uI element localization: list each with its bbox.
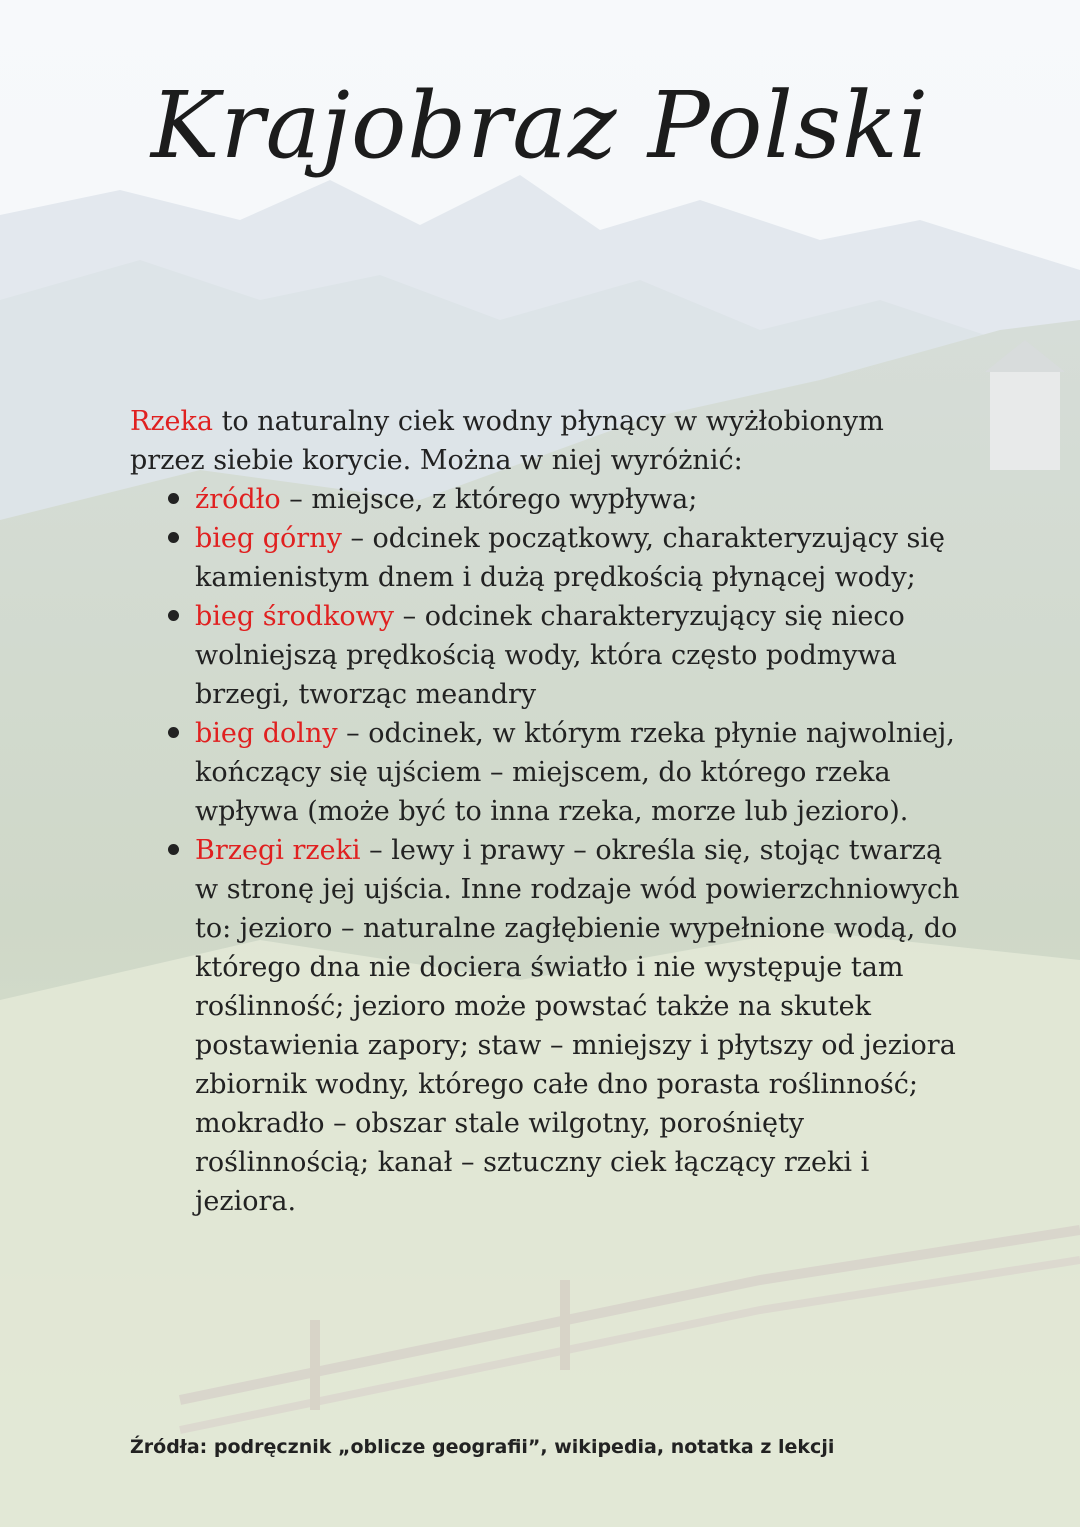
definition-text: – odcinek początkowy, charakteryzujący się kamienistym dnem i dużą prędkością płynącej wody; (195, 523, 945, 593)
definition-text: – odcinek, w którym rzeka płynie najwolniej, kończący się ujściem – miejscem, do którego rzeka wpływa (może być to inna rzeka, morze lub jezioro). (195, 718, 955, 827)
river-parts-list (130, 480, 960, 1221)
definition-text: – lewy i prawy – określa się, stojąc twarzą w stronę jej ujścia. Inne rodzaje wód powierzchniowych to: jezioro – naturalne zagłębienie wypełnione wodą, do którego dna nie dociera światło i nie występuje tam roślinność; jezioro może powstać także na skutek postawienia zapory; staw – mniejszy i płytszy od jeziora zbiornik wodny, którego całe dno porasta roślinność; mokradło – obszar stale wilgotny, porośnięty roślinnością; kanał – sztuczny ciek łączący rzeki i jeziora. (195, 835, 960, 1217)
term-zrodlo: źródło (195, 484, 281, 515)
main-text (130, 402, 960, 1221)
definition-text: – odcinek charakteryzujący się nieco wolniejszą prędkością wody, która często podmywa brzegi, tworząc meandry (195, 601, 905, 710)
list-item (130, 519, 960, 597)
definition-text: – miejsce, z którego wypływa; (280, 484, 698, 515)
term-bieg-gorny: bieg górny (195, 523, 342, 554)
term-bieg-srodkowy: bieg środkowy (195, 601, 395, 632)
list-item (130, 480, 960, 519)
term-bieg-dolny: bieg dolny (195, 718, 338, 749)
term-rzeka: Rzeka (130, 406, 213, 437)
intro-paragraph (130, 402, 960, 480)
list-item (130, 714, 960, 831)
intro-text: to naturalny ciek wodny płynący w wyżłobionym przez siebie korycie. Można w niej wyróżnić: (130, 406, 884, 476)
sources-footnote: Źródła: podręcznik „oblicze geografii”, wikipedia, notatka z lekcji (130, 1436, 835, 1458)
term-brzegi-rzeki: Brzegi rzeki (195, 835, 361, 866)
list-item (130, 597, 960, 714)
page-title: Krajobraz Polski (150, 72, 930, 179)
list-item (130, 831, 960, 1221)
